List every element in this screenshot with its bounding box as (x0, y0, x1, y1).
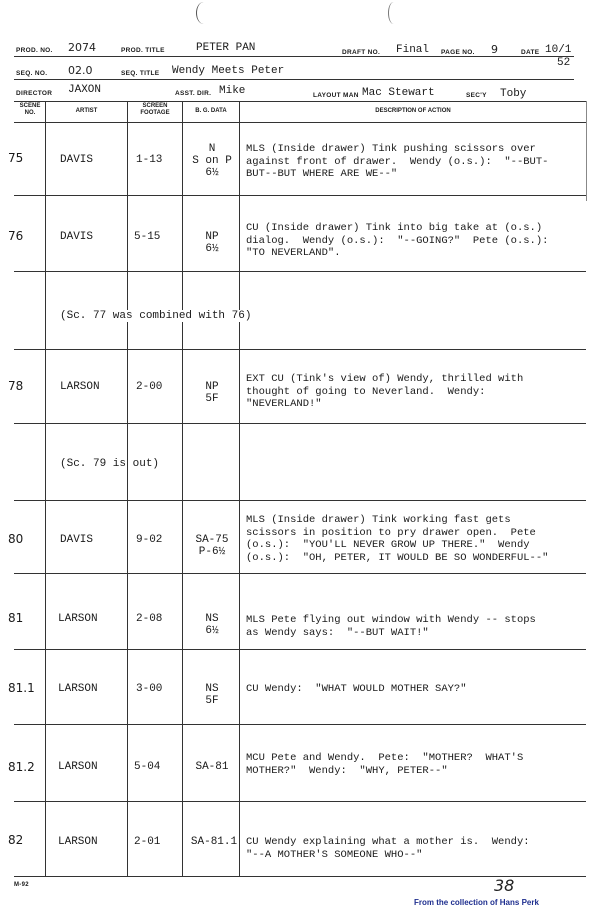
col-footage-header: SCREEN FOOTAGE (140, 103, 170, 116)
date-year-value: 52 (557, 57, 571, 69)
description: MCU Pete and Wendy. Pete: "MOTHER? WHAT'S MOTHER?" Wendy: "WHY, PETER--" (246, 752, 524, 777)
draft-no-value: Final (396, 44, 430, 56)
binder-hole-mark-left (196, 2, 211, 24)
seq-no-value: 02.0 (68, 64, 93, 77)
seq-title-label: SEQ. TITLE (121, 70, 160, 77)
draft-no-label: DRAFT NO. (342, 49, 381, 56)
seq-no-label: SEQ. NO. (16, 70, 48, 77)
artist: LARSON (58, 761, 98, 773)
description: EXT CU (Tink's view of) Wendy, thrilled with thought of going to Neverland. Wendy: "NEVERLAND!" (246, 373, 524, 410)
prod-no-label: PROD. NO. (16, 47, 53, 54)
bg-data: SA-81.1 (190, 836, 238, 848)
description: MLS (Inside drawer) Tink working fast gets scissors in position to pry drawer open. Pete (o.s.): "YOU'LL NEVER GROW UP THERE." Wendy (o.s.): "OH, PETER, IT WOULD BE SO WONDERFUL--" (246, 514, 549, 564)
binder-hole-mark-right (388, 2, 399, 24)
description: CU Wendy explaining what a mother is. Wendy: "--A MOTHER'S SOMEONE WHO--" (246, 836, 530, 861)
footage: 2-08 (136, 613, 163, 625)
prod-title-label: PROD. TITLE (121, 47, 165, 54)
page-mark: 38 (494, 876, 515, 895)
scene-number: 76 (8, 229, 24, 243)
bg-data: NP 5F (205, 381, 219, 405)
bg-data: NP 6½ (205, 231, 219, 255)
artist: LARSON (60, 381, 100, 393)
scene-number: 80 (8, 532, 24, 546)
note: (Sc. 79 is out) (60, 458, 160, 470)
scene-number: 81.1 (8, 681, 35, 695)
layout-man-value: Mac Stewart (362, 87, 435, 99)
col-artist-header: ARTIST (75, 108, 98, 114)
scene-number: 81 (8, 611, 24, 625)
date-value: 10/1 (545, 44, 572, 56)
artist: LARSON (58, 683, 98, 695)
footage: 5-04 (134, 761, 161, 773)
description: MLS (Inside drawer) Tink pushing scissors over against front of drawer. Wendy (o.s.): "--BUT- BUT--BUT WHERE ARE WE--" (246, 143, 549, 180)
artist: LARSON (58, 836, 98, 848)
asst-dir-label: ASST. DIR. (175, 90, 212, 97)
prod-no-value: 2074 (68, 41, 96, 54)
col-desc-header: DESCRIPTION OF ACTION (375, 108, 451, 114)
col-scene-header: SCENE NO. (19, 103, 41, 116)
asst-dir-value: Mike (219, 85, 246, 97)
col-bg-header: B. G. DATA (195, 108, 227, 114)
seq-title-value: Wendy Meets Peter (172, 65, 285, 77)
footage: 5-15 (134, 231, 161, 243)
scene-number: 82 (8, 833, 24, 847)
director-label: DIRECTOR (16, 90, 53, 97)
collection-credit: From the collection of Hans Perk (414, 898, 539, 907)
secy-value: Toby (500, 88, 527, 100)
page-no-value: 9 (491, 43, 498, 56)
bg-data: SA-75 P-6½ (195, 534, 229, 558)
page-no-label: PAGE NO. (441, 49, 475, 56)
bg-data: N S on P 6½ (192, 143, 232, 179)
artist: LARSON (58, 613, 98, 625)
date-label: DATE (521, 49, 540, 56)
footage: 3-00 (136, 683, 163, 695)
bg-data: SA-81 (195, 761, 229, 773)
description: CU Wendy: "WHAT WOULD MOTHER SAY?" (246, 683, 467, 695)
scene-number: 78 (8, 379, 24, 393)
layout-man-label: LAYOUT MAN (313, 92, 359, 99)
artist: DAVIS (60, 231, 94, 243)
artist: DAVIS (60, 154, 94, 166)
footage: 2-00 (136, 381, 163, 393)
footage: 2-01 (134, 836, 161, 848)
note: (Sc. 77 was combined with 76) (60, 310, 252, 322)
footage: 1-13 (136, 154, 163, 166)
director-value: JAXON (68, 84, 102, 96)
secy-label: SEC'Y (466, 92, 487, 99)
artist: DAVIS (60, 534, 94, 546)
scene-number: 81.2 (8, 760, 35, 774)
footage: 9-02 (136, 534, 163, 546)
description: CU (Inside drawer) Tink into big take at (o.s.) dialog. Wendy (o.s.): "--GOING?" Pete (o.s.): "TO NEVERLAND". (246, 222, 549, 259)
form-number: M-92 (14, 882, 29, 888)
description: MLS Pete flying out window with Wendy -- stops as Wendy says: "--BUT WAIT!" (246, 614, 536, 639)
bg-data: NS 5F (205, 683, 219, 707)
bg-data: NS 6½ (205, 613, 219, 637)
scene-number: 75 (8, 151, 24, 165)
prod-title-value: PETER PAN (196, 42, 256, 54)
